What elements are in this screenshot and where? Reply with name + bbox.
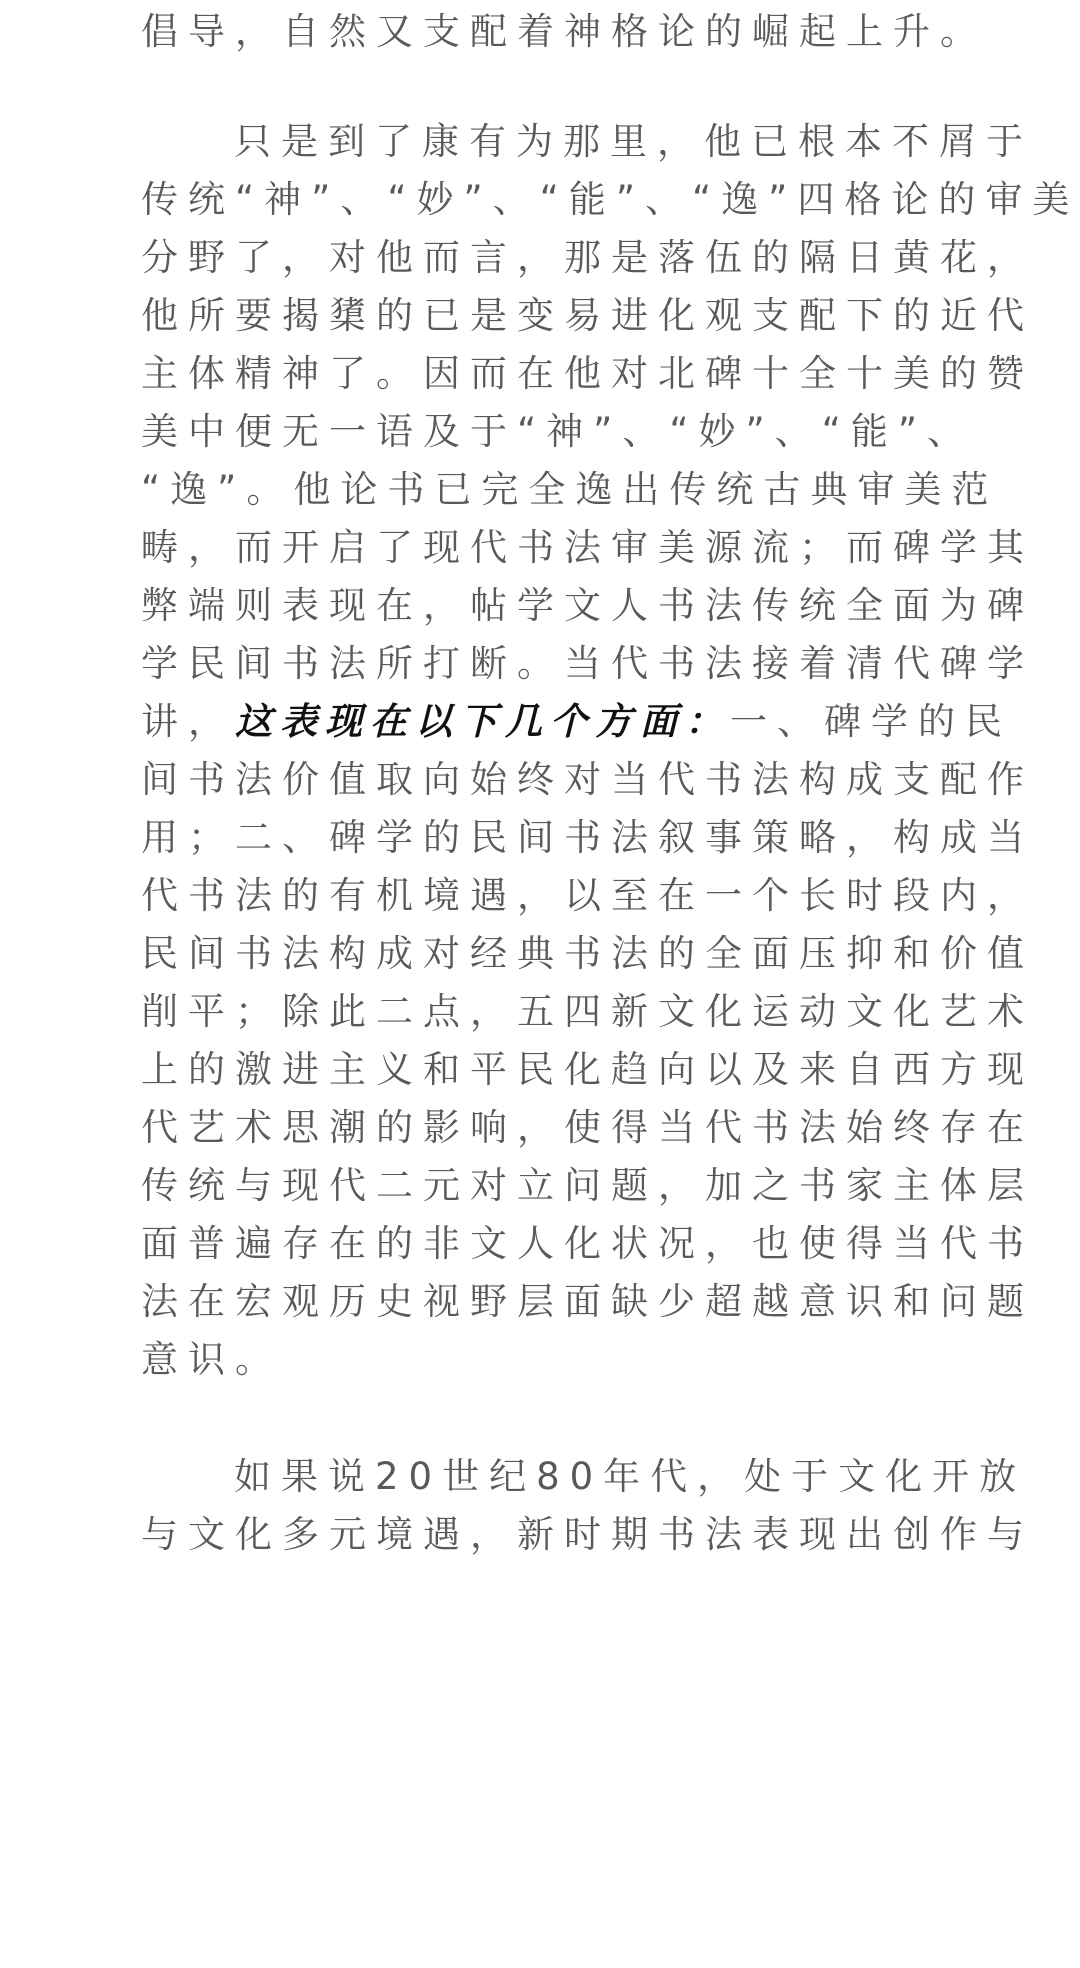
paragraph-line: 上的激进主义和平民化趋向以及来自西方现 bbox=[141, 1048, 1034, 1091]
paragraph-line: 他所要揭橥的已是变易进化观支配下的近代 bbox=[141, 294, 1034, 337]
paragraph-line: 民间书法构成对经典书法的全面压抑和价值 bbox=[141, 932, 1034, 975]
paragraph-line: 意识。 bbox=[141, 1338, 282, 1381]
paragraph-line: 美中便无一语及于“神”、“妙”、“能”、 bbox=[141, 410, 975, 453]
paragraph-line: 与文化多元境遇，新时期书法表现出创作与 bbox=[141, 1513, 1034, 1556]
paragraph-line: 面普遍存在的非文人化状况，也使得当代书 bbox=[141, 1222, 1034, 1265]
paragraph-line: 弊端则表现在，帖学文人书法传统全面为碑 bbox=[141, 584, 1034, 627]
paragraph-line: 削平；除此二点，五四新文化运动文化艺术 bbox=[141, 990, 1034, 1033]
paragraph-line: 代书法的有机境遇，以至在一个长时段内， bbox=[141, 874, 1034, 917]
paragraph-line-emphasis bbox=[141, 692, 1012, 752]
paragraph-line: 分野了，对他而言，那是落伍的隔日黄花， bbox=[141, 236, 1034, 279]
paragraph-line: 传统“神”、“妙”、“能”、“逸”四格论的审美 bbox=[141, 178, 1080, 221]
paragraph-line: 畴，而开启了现代书法审美源流；而碑学其 bbox=[141, 526, 1034, 569]
paragraph-line: 法在宏观历史视野层面缺少超越意识和问题 bbox=[141, 1280, 1034, 1323]
paragraph-line: 主体精神了。因而在他对北碑十全十美的赞 bbox=[141, 352, 1034, 395]
paragraph-line: 学民间书法所打断。当代书法接着清代碑学 bbox=[141, 642, 1034, 685]
line-suffix: 一、碑学的民 bbox=[730, 700, 1012, 743]
paragraph-line: 倡导，自然又支配着神格论的崛起上升。 bbox=[141, 10, 987, 53]
paragraph-line: 只是到了康有为那里，他已根本不屑于 bbox=[234, 120, 1033, 163]
paragraph-line: 代艺术思潮的影响，使得当代书法始终存在 bbox=[141, 1106, 1034, 1149]
paragraph-line: 传统与现代二元对立问题，加之书家主体层 bbox=[141, 1164, 1034, 1207]
line-prefix: 讲， bbox=[141, 700, 235, 743]
paragraph-line: 间书法价值取向始终对当代书法构成支配作 bbox=[141, 758, 1034, 801]
paragraph-line: “逸”。他论书已完全逸出传统古典审美范 bbox=[141, 468, 999, 511]
paragraph-line: 用；二、碑学的民间书法叙事策略，构成当 bbox=[141, 816, 1034, 859]
emphasized-phrase: 这表现在以下几个方面： bbox=[235, 700, 730, 743]
paragraph-line: 如果说20世纪80年代，处于文化开放 bbox=[234, 1455, 1027, 1498]
